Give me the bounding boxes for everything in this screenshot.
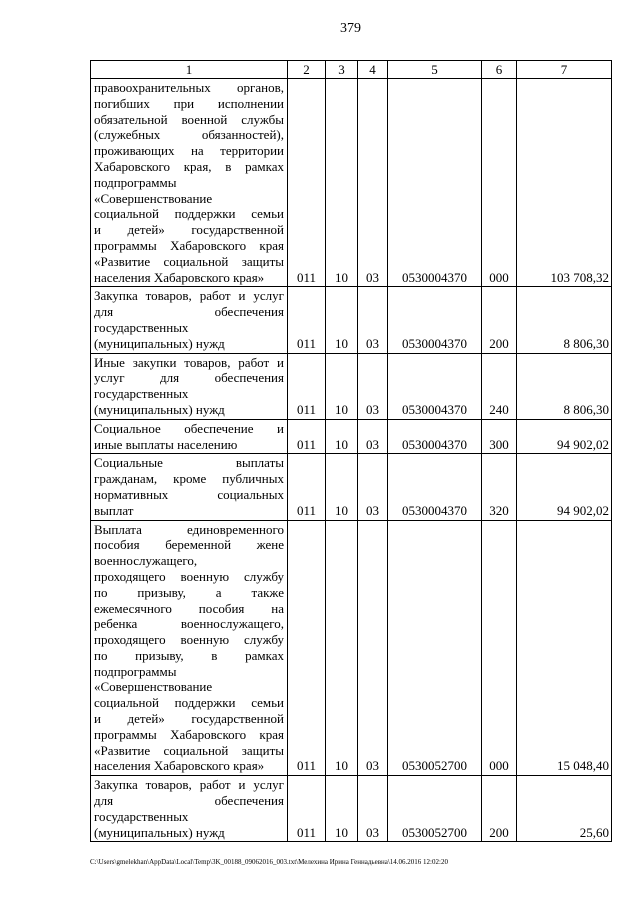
description-line: подпрограммы [94, 663, 177, 679]
section-cell: 10 [326, 419, 358, 454]
description-line: правоохранительных органов, [94, 80, 284, 95]
subsection-cell: 03 [358, 520, 388, 776]
section-cell: 10 [326, 776, 358, 842]
description-line: населения Хабаровского края» [94, 758, 265, 774]
section-cell: 10 [326, 287, 358, 353]
description-cell [91, 454, 288, 520]
amount-cell: 103 708,32 [517, 79, 612, 287]
section-cell: 10 [326, 353, 358, 419]
page-number: 379 [340, 21, 361, 36]
description-line: программы Хабаровского края [94, 726, 284, 742]
expense-type-cell: 200 [482, 776, 517, 842]
description-line: по призыву, а также [94, 584, 284, 600]
target-article-cell: 0530004370 [388, 353, 482, 419]
header-cell-1: 1 [91, 61, 288, 79]
section-cell: 10 [326, 79, 358, 287]
subsection-cell: 03 [358, 353, 388, 419]
description-line: Закупка товаров, работ и услуг [94, 288, 284, 304]
description-line: и детей» государственной [94, 222, 284, 238]
admin-code-cell: 011 [288, 419, 326, 454]
table-row [91, 776, 612, 842]
target-article-cell: 0530004370 [388, 287, 482, 353]
description-line: Выплата единовременного [94, 521, 284, 537]
description-line: для обеспечения [94, 793, 284, 809]
description-cell [91, 776, 288, 842]
description-line: социальной поддержки семьи [94, 695, 284, 711]
subsection-cell: 03 [358, 287, 388, 353]
target-article-cell: 0530004370 [388, 79, 482, 287]
description-line: иные выплаты населению [94, 436, 238, 452]
description-line: для обеспечения [94, 304, 284, 320]
description-line: погибших при исполнении [94, 95, 284, 111]
description-line: выплат [94, 502, 134, 518]
admin-code-cell: 011 [288, 353, 326, 419]
file-path-footer: C:\Users\gmelekhan\AppData\Local\Temp\3K_00188_09062016_003.txt\Мелехина Ирина Геннадьевна\14.06.2016 12:02:20 [90, 858, 448, 866]
description-line: услуг для обеспечения [94, 370, 284, 386]
description-line: (муниципальных) нужд [94, 335, 225, 351]
expense-type-cell: 300 [482, 419, 517, 454]
subsection-cell: 03 [358, 419, 388, 454]
header-cell-7: 7 [517, 61, 612, 79]
table-row [91, 287, 612, 353]
table-row [91, 520, 612, 776]
admin-code-cell: 011 [288, 79, 326, 287]
description-line: проходящего военную службу [94, 632, 284, 648]
description-line: (муниципальных) нужд [94, 401, 225, 417]
amount-cell: 94 902,02 [517, 454, 612, 520]
expense-type-cell: 240 [482, 353, 517, 419]
description-line: «Развитие социальной защиты [94, 253, 284, 269]
description-line: государственных [94, 386, 189, 402]
description-line: программы Хабаровского края [94, 237, 284, 253]
subsection-cell: 03 [358, 454, 388, 520]
header-cell-5: 5 [388, 61, 482, 79]
description-line: проходящего военную службу [94, 568, 284, 584]
description-line: «Развитие социальной защиты [94, 742, 284, 758]
description-cell [91, 353, 288, 419]
amount-cell: 8 806,30 [517, 353, 612, 419]
expense-type-cell: 000 [482, 79, 517, 287]
target-article-cell: 0530004370 [388, 419, 482, 454]
header-cell-4: 4 [358, 61, 388, 79]
target-article-cell: 0530052700 [388, 520, 482, 776]
description-line: обязательной военной службы [94, 111, 284, 127]
description-line: Закупка товаров, работ и услуг [94, 777, 284, 793]
admin-code-cell: 011 [288, 287, 326, 353]
amount-cell: 8 806,30 [517, 287, 612, 353]
description-line: проживающих на территории [94, 143, 284, 159]
table-row [91, 353, 612, 419]
admin-code-cell: 011 [288, 454, 326, 520]
description-line: (муниципальных) нужд [94, 824, 225, 840]
description-cell [91, 79, 288, 287]
table-row [91, 419, 612, 454]
table-row [91, 454, 612, 520]
description-line: государственных [94, 808, 189, 824]
subsection-cell: 03 [358, 776, 388, 842]
description-line: гражданам, кроме публичных [94, 471, 284, 487]
description-line: «Совершенствование [94, 679, 213, 695]
description-line: ребенка военнослужащего, [94, 616, 284, 632]
description-line: и детей» государственной [94, 711, 284, 727]
description-line: подпрограммы [94, 174, 177, 190]
header-cell-2: 2 [288, 61, 326, 79]
amount-cell: 94 902,02 [517, 419, 612, 454]
table-row [91, 79, 612, 287]
description-cell [91, 287, 288, 353]
target-article-cell: 0530052700 [388, 776, 482, 842]
description-line: нормативных социальных [94, 486, 284, 502]
expense-type-cell: 320 [482, 454, 517, 520]
admin-code-cell: 011 [288, 776, 326, 842]
description-cell [91, 419, 288, 454]
table-body [91, 61, 612, 842]
expense-type-cell: 200 [482, 287, 517, 353]
description-line: «Совершенствование [94, 190, 213, 206]
description-line: Социальные выплаты [94, 455, 284, 471]
budget-table [90, 60, 612, 842]
description-line: государственных [94, 319, 189, 335]
description-line: Хабаровского края, в рамках [94, 158, 284, 174]
table-header-row [91, 61, 612, 79]
description-cell [91, 520, 288, 776]
expense-type-cell: 000 [482, 520, 517, 776]
header-cell-6: 6 [482, 61, 517, 79]
description-line: (служебных обязанностей), [94, 127, 284, 143]
header-cell-3: 3 [326, 61, 358, 79]
description-line: Социальное обеспечение и [94, 420, 284, 436]
description-line: Иные закупки товаров, работ и [94, 354, 284, 370]
description-line: пособия беременной жене [94, 537, 284, 553]
amount-cell: 15 048,40 [517, 520, 612, 776]
amount-cell: 25,60 [517, 776, 612, 842]
description-line: ежемесячного пособия на [94, 600, 284, 616]
description-line: населения Хабаровского края» [94, 269, 265, 285]
description-line: социальной поддержки семьи [94, 206, 284, 222]
description-line: военнослужащего, [94, 553, 198, 569]
section-cell: 10 [326, 454, 358, 520]
subsection-cell: 03 [358, 79, 388, 287]
admin-code-cell: 011 [288, 520, 326, 776]
section-cell: 10 [326, 520, 358, 776]
description-line: по призыву, в рамках [94, 647, 284, 663]
target-article-cell: 0530004370 [388, 454, 482, 520]
